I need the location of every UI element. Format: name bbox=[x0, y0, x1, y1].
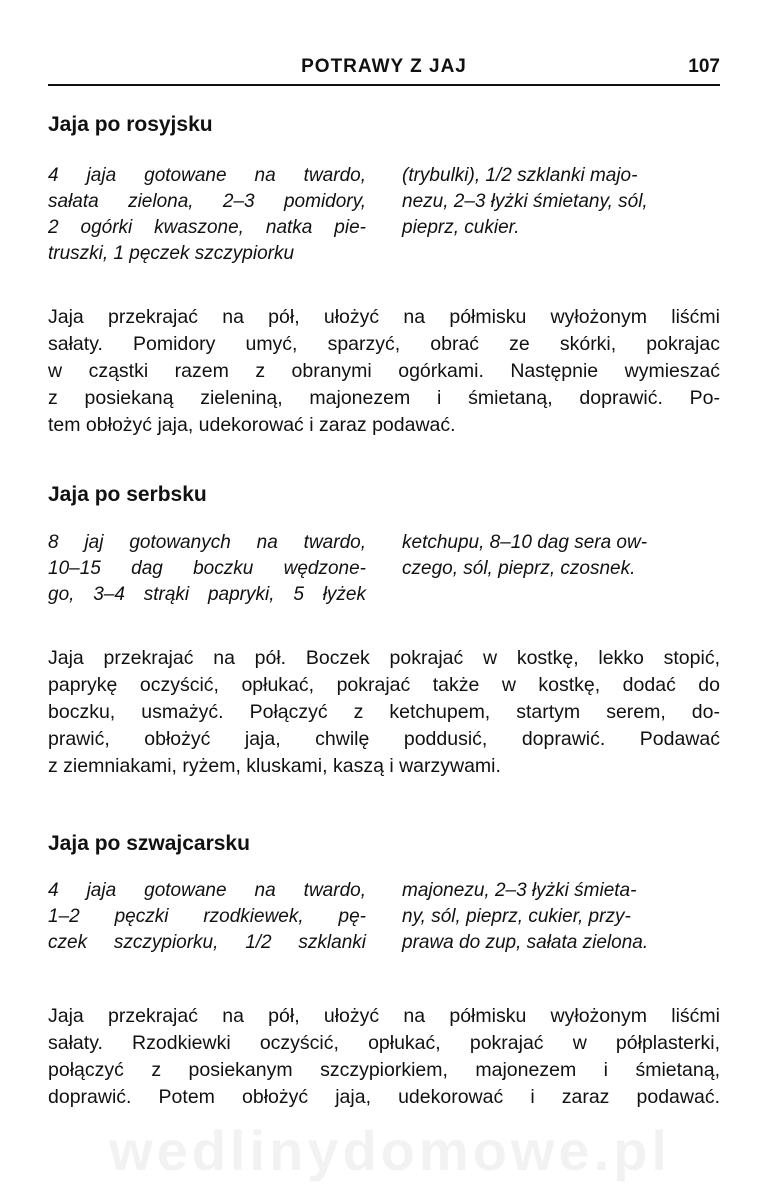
ingredient-line: nezu, 2–3 łyżki śmietany, sól, bbox=[402, 191, 648, 212]
instruction-line: Jaja przekrajać na pół, ułożyć na półmisku wyłożonym liśćmi bbox=[48, 1005, 720, 1027]
running-title: POTRAWY Z JAJ bbox=[301, 56, 467, 77]
page-number: 107 bbox=[688, 56, 720, 77]
instructions-rosyjsku bbox=[48, 304, 720, 439]
ingredient-line: prawa do zup, sałata zielona. bbox=[402, 932, 649, 953]
instruction-line: sałaty. Rzodkiewki oczyścić, opłukać, pokrajać w półplasterki, bbox=[48, 1032, 720, 1054]
instruction-line: sałaty. Pomidory umyć, sparzyć, obrać ze skórki, pokrajac bbox=[48, 333, 720, 355]
instructions-szwajcarsku bbox=[48, 1003, 720, 1111]
ingredients-left-column bbox=[48, 878, 366, 956]
ingredient-line: czego, sól, pieprz, czosnek. bbox=[402, 558, 636, 579]
ingredients-left-column bbox=[48, 530, 366, 608]
ingredient-line: ny, sól, pieprz, cukier, przy- bbox=[402, 906, 631, 927]
running-header bbox=[48, 50, 720, 86]
ingredient-line: czek szczypiorku, 1/2 szklanki bbox=[48, 932, 366, 953]
watermark: wedlinydomowe.pl bbox=[109, 1119, 671, 1182]
ingredients-right-column bbox=[402, 163, 720, 267]
instruction-line: z posiekaną zieleniną, majonezem i śmietaną, doprawić. Po- bbox=[48, 387, 720, 409]
instruction-line: doprawić. Potem obłożyć jaja, udekorować i zaraz podawać. bbox=[48, 1086, 720, 1108]
ingredient-line: sałata zielona, 2–3 pomidory, bbox=[48, 191, 366, 212]
instruction-line: paprykę oczyścić, opłukać, pokrajać także w kostkę, dodać do bbox=[48, 674, 720, 696]
ingredient-line: 10–15 dag boczku wędzone- bbox=[48, 558, 366, 579]
ingredient-line: ketchupu, 8–10 dag sera ow- bbox=[402, 532, 648, 553]
instruction-line: boczku, usmażyć. Połączyć z ketchupem, startym serem, do- bbox=[48, 701, 720, 723]
instruction-line: prawić, obłożyć jaja, chwilę poddusić, doprawić. Podawać bbox=[48, 728, 720, 750]
instruction-line: połączyć z posiekanym szczypiorkiem, majonezem i śmietaną, bbox=[48, 1059, 720, 1081]
instruction-line: z ziemniakami, ryżem, kluskami, kaszą i warzywami. bbox=[48, 755, 501, 777]
ingredient-line: 4 jaja gotowane na twardo, bbox=[48, 880, 366, 901]
recipe-title-szwajcarsku: Jaja po szwajcarsku bbox=[48, 832, 250, 855]
instruction-line: Jaja przekrajać na pół. Boczek pokrajać w kostkę, lekko stopić, bbox=[48, 647, 720, 669]
instruction-line: w cząstki razem z obranymi ogórkami. Następnie wymieszać bbox=[48, 360, 720, 382]
ingredients-right-column bbox=[402, 878, 720, 956]
ingredient-line: go, 3–4 strąki papryki, 5 łyżek bbox=[48, 584, 366, 605]
ingredient-line: truszki, 1 pęczek szczypiorku bbox=[48, 243, 295, 264]
recipe-title-serbsku: Jaja po serbsku bbox=[48, 483, 207, 506]
ingredients-right-column bbox=[402, 530, 720, 608]
ingredient-line: majonezu, 2–3 łyżki śmieta- bbox=[402, 880, 637, 901]
ingredients-left-column bbox=[48, 163, 366, 267]
instruction-line: tem obłożyć jaja, udekorować i zaraz podawać. bbox=[48, 414, 456, 436]
ingredient-line: 8 jaj gotowanych na twardo, bbox=[48, 532, 366, 553]
ingredients-rosyjsku bbox=[48, 163, 720, 267]
ingredient-line: pieprz, cukier. bbox=[402, 217, 520, 238]
ingredient-line: 1–2 pęczki rzodkiewek, pę- bbox=[48, 906, 366, 927]
instruction-line: Jaja przekrajać na pół, ułożyć na półmisku wyłożonym liśćmi bbox=[48, 306, 720, 328]
instructions-serbsku bbox=[48, 645, 720, 780]
ingredient-line: 2 ogórki kwaszone, natka pie- bbox=[48, 217, 366, 238]
recipe-title-rosyjsku: Jaja po rosyjsku bbox=[48, 113, 213, 136]
ingredient-line: (trybulki), 1/2 szklanki majo- bbox=[402, 165, 638, 186]
ingredients-serbsku bbox=[48, 530, 720, 608]
ingredients-szwajcarsku bbox=[48, 878, 720, 956]
ingredient-line: 4 jaja gotowane na twardo, bbox=[48, 165, 366, 186]
